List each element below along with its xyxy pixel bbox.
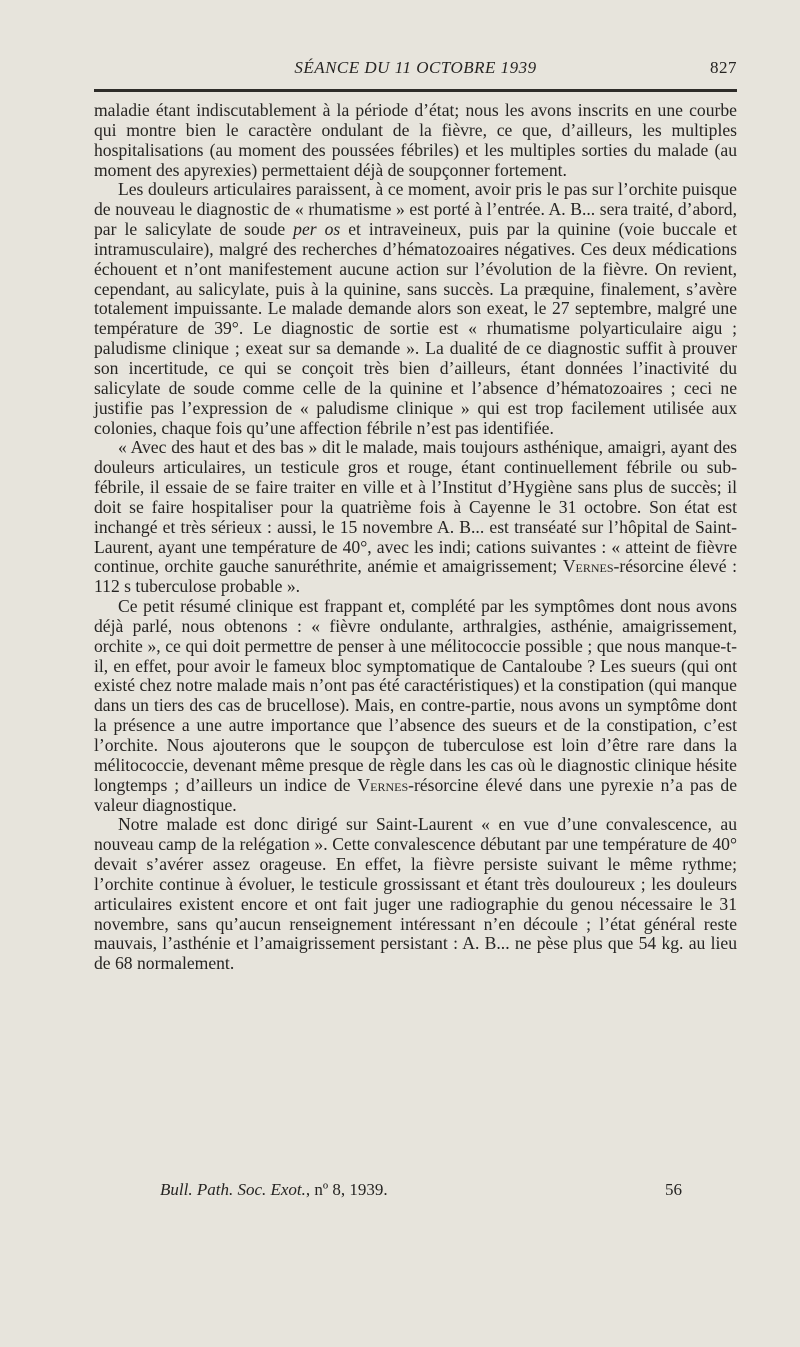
paragraph-4 [94, 597, 737, 815]
paragraph-4-smallcaps: Vernes [357, 774, 409, 795]
paragraph-3-text-a: « Avec des haut et des bas » dit le malade, mais toujours asthénique, amaigri, ayant des douleurs articulaires, un testicule gros et rouge, étant continuellement fébrile ou sub-fébrile, il essaie de se faire traiter en ville et à l’Institut d’Hygiène sans plus de succès; il doit se faire hospitaliser pour la quatrième fois à Cayenne le 31 octobre. Son état est inchangé et très sérieux : aussi, le 15 novembre A. B... est transéaté sur l’hôpital de Saint-Laurent, ayant une température de 40°, avec les indi; cations suivantes : « atteint de fièvre continue, orchite gauche sanuréthrite, anémie et amaigrissement; [94, 437, 737, 577]
paragraph-2-text-a: Les douleurs articulaires paraissent, à ce moment, avoir pris le pas sur l’orchite puisque de nouveau le diagnostic de « rhumatisme » est porté à l’entrée. A. B... sera traité, d’abord, par le salicylate de soude [94, 179, 737, 240]
paragraph-5: Notre malade est donc dirigé sur Saint-Laurent « en vue d’une convalescence, au nouveau camp de la relégation ». Cette convalescence débutant par une température de 40° devait s’avérer assez orageuse. En effet, la fièvre persiste suivant le même rythme; l’orchite continue à évoluer, le testicule grossissant et étant très douloureux ; les douleurs articulaires existent encore et ont fait juger une radiographie du genou nécessaire le 31 novembre, sans qu’aucun renseignement intéressant n’en découle ; l’état général reste mauvais, l’asthénie et l’amaigrissement persistant : A. B... ne pèse plus que 54 kg. au lieu de 68 normalement. [94, 814, 737, 974]
page-number: 827 [710, 58, 737, 77]
header-rule [94, 89, 737, 92]
paragraph-2-italic: per os [293, 219, 341, 240]
journal-citation [160, 1180, 388, 1200]
paragraph-2-text-b: et intraveineux, puis par la quinine (voie buccale et intramusculaire), malgré des recherches d’hématozoaires négatives. Ces deux médications échouent et n’ont manifestement aucune action sur l’évolution de la fièvre. On revient, cependant, au salicylate, puis à la quinine, sans succès. La præquine, finalement, s’avère totalement impuissante. Le malade demande alors son exeat, le 27 septembre, malgré une température de 39°. Le diagnostic de sortie est « rhumatisme polyarticulaire aigu ; paludisme clinique ; exeat sur sa demande ». La dualité de ce diagnostic suffit à prouver son incertitude, ce qui se conçoit très bien d’ailleurs, étant données l’inactivité du salicylate de soude comme celle de la quinine et l’absence d’hématozoaires ; ceci ne justifie pas l’expression de « paludisme clinique » qui est trop facilement utilisée aux colonies, chaque fois qu’une affection fébrile n’est pas identifiée. [94, 219, 737, 438]
journal-title: Bull. Path. Soc. Exot. [160, 1180, 306, 1199]
running-head-title: SÉANCE DU 11 OCTOBRE 1939 [294, 58, 537, 77]
running-head [94, 58, 737, 84]
page-footer [160, 1180, 682, 1204]
paragraph-1: maladie étant indiscutablement à la période d’état; nous les avons inscrits en une courbe qui montre bien le caractère ondulant de la fièvre, ce que, d’ailleurs, les multiples hospitalisations (au moment des poussées fébriles) et les multiples sorties du malade (au moment des apyrexies) permettaient déjà de soupçonner fortement. [94, 100, 737, 180]
journal-issue: , nº 8, 1939. [305, 1180, 388, 1199]
paragraph-4-text-b: -résorcine élevé dans une pyrexie n’a pas de valeur diagnostique. [94, 774, 737, 815]
paragraph-2 [94, 180, 737, 438]
paragraph-3-text-b: -résorcine élevé : 112 s tuberculose probable ». [94, 556, 737, 597]
paragraph-3 [94, 438, 737, 597]
paragraph-4-text-a: Ce petit résumé clinique est frappant et, complété par les symptômes dont nous avons déjà parlé, nous obtenons : « fièvre ondulante, arthralgies, asthénie, amaigrissement, orchite », ce qui doit permettre de penser à une mélitococcie possible ; que nous manque-t-il, en effet, pour avoir le fameux bloc symptomatique de Cantaloube ? Les sueurs (qui ont existé chez notre malade mais n’ont pas été caractéristiques) et la constipation (qui manque dans un tiers des cas de brucellose). Mais, en contre-partie, nous avons un symptôme dont la présence a une autre importance que l’absence des sueurs et de la constipation, c’est l’orchite. Nous ajouterons que le soupçon de tuberculose est loin d’être rare dans la mélitococcie, devenant même presque de règle dans les cas où le diagnostic clinique hésite longtemps ; d’ailleurs un indice de [94, 596, 737, 795]
signature-mark: 56 [665, 1180, 682, 1199]
body-text [94, 101, 737, 974]
paragraph-3-smallcaps: Vernes [562, 556, 614, 577]
